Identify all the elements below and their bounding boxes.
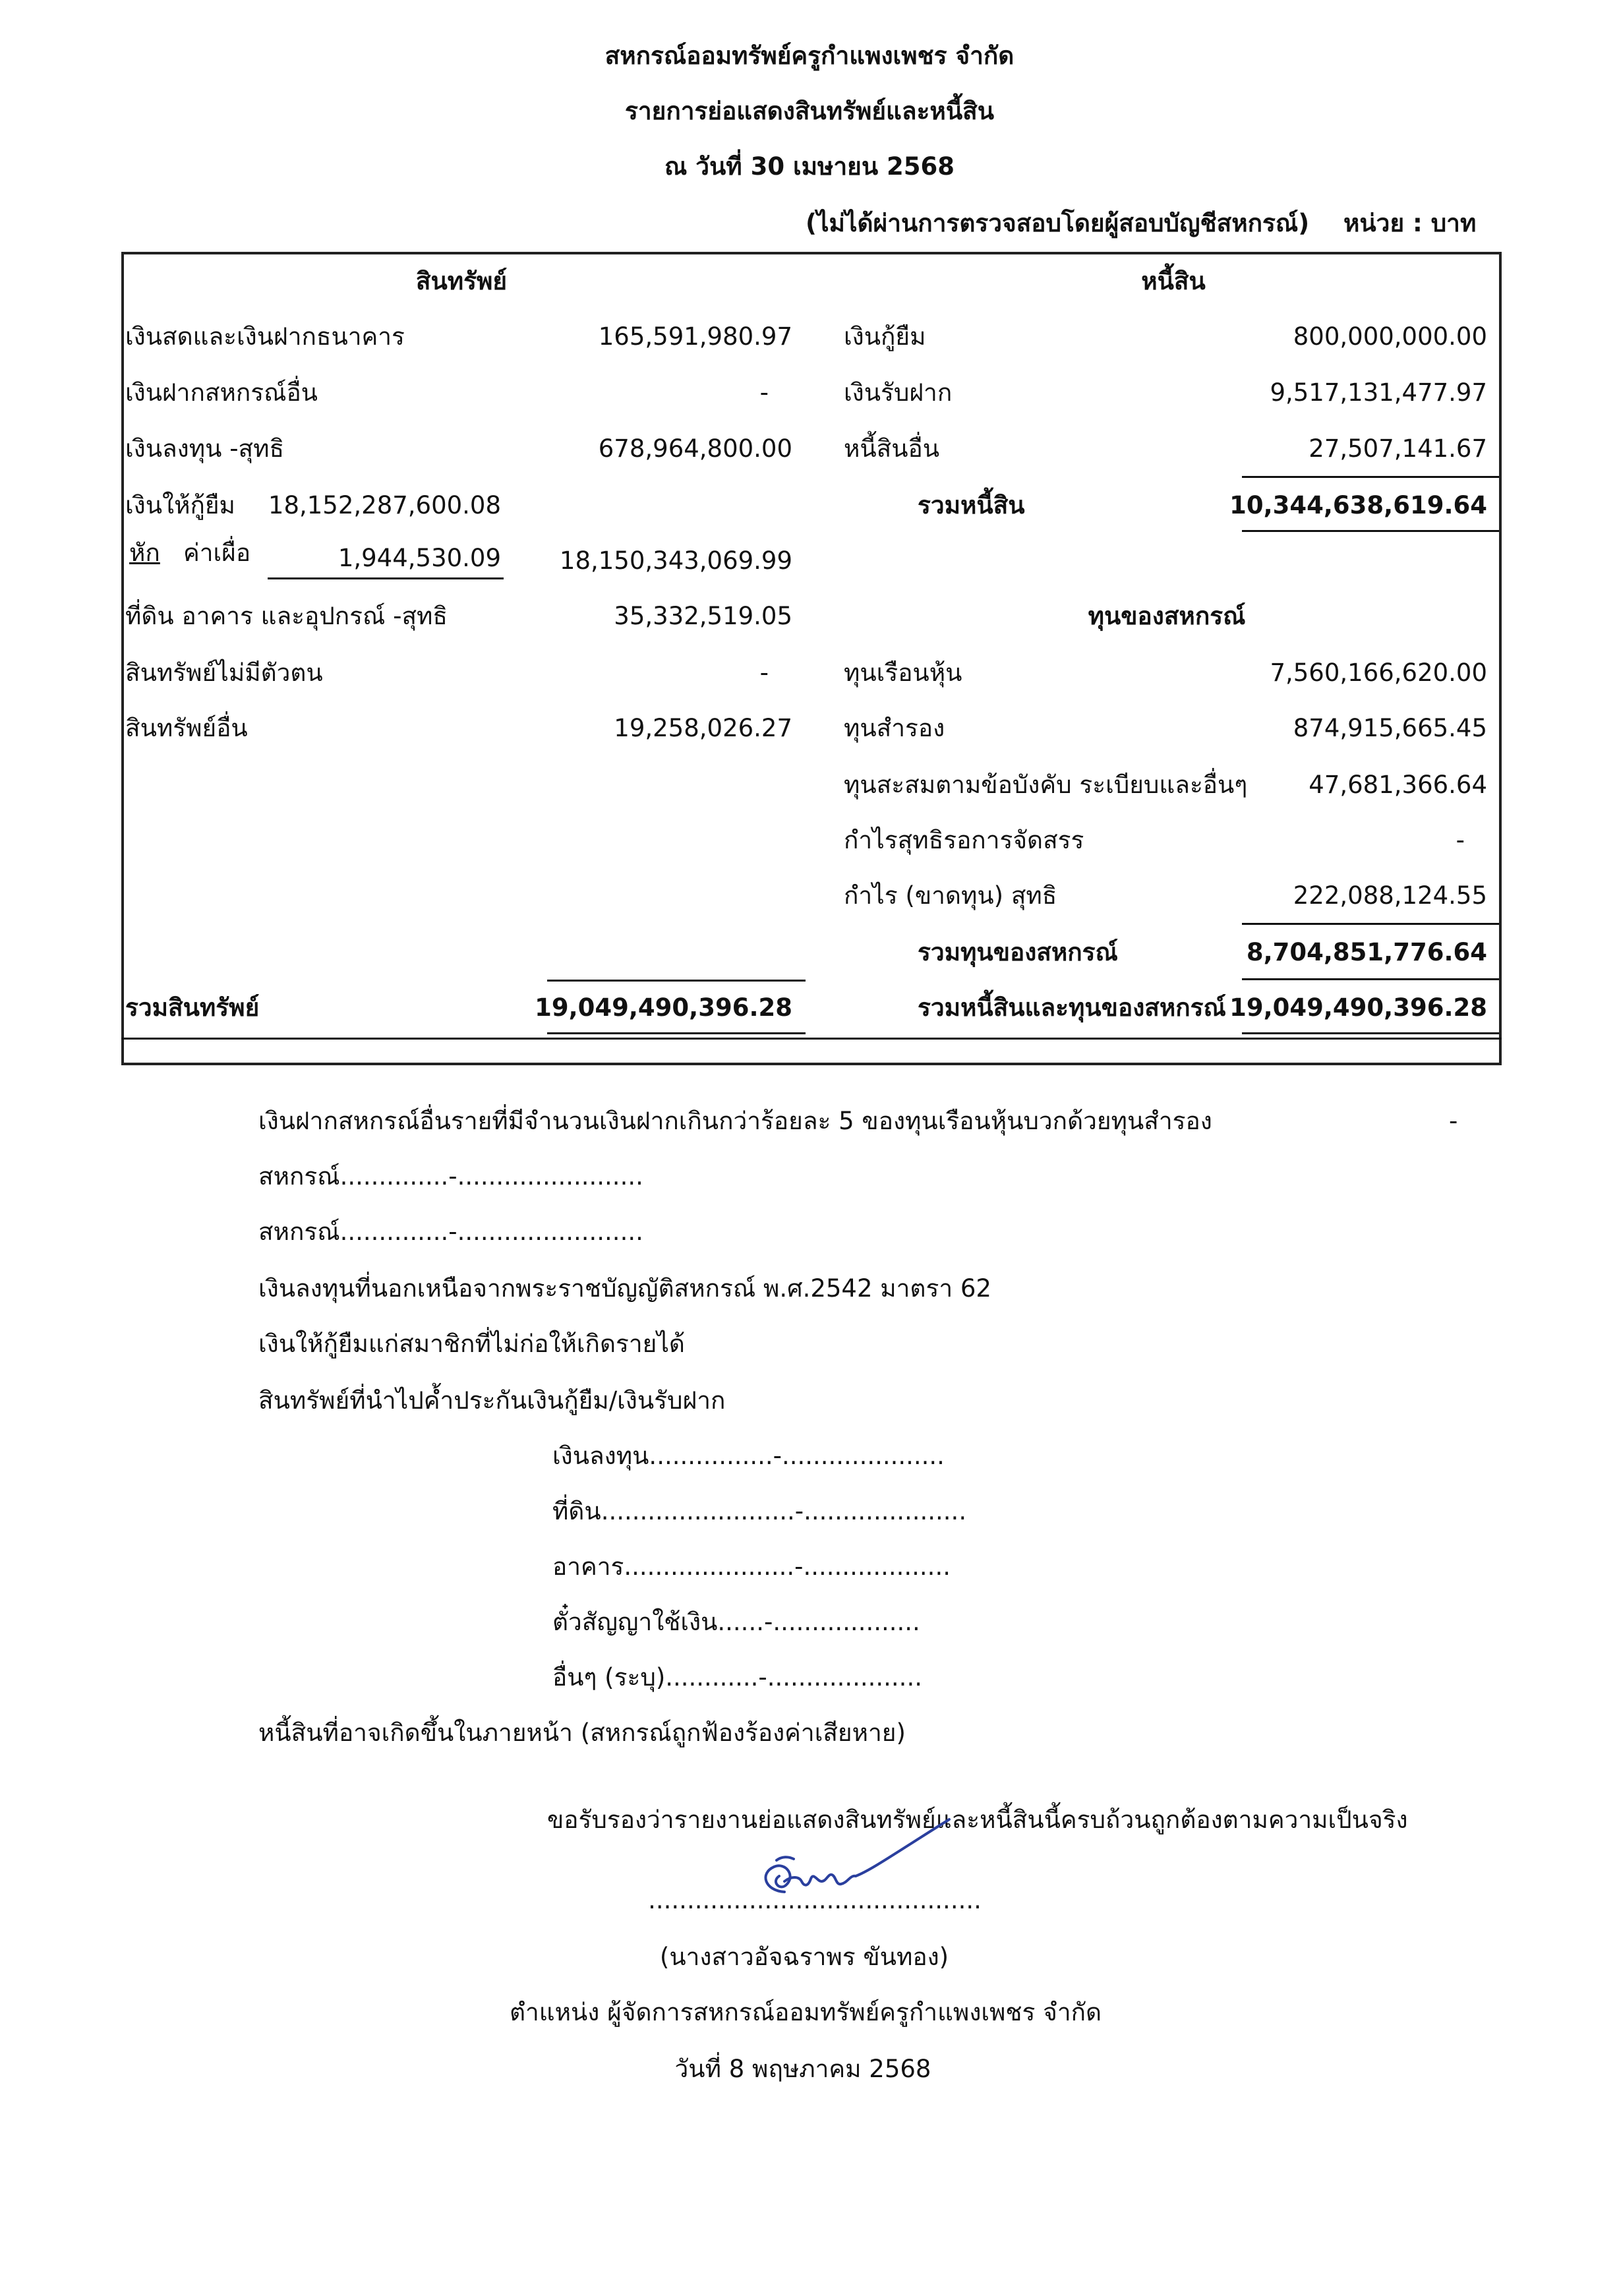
- grand-total-label: รวมหนี้สินและทุนของสหกรณ์: [918, 993, 1226, 1022]
- equity-total-label: รวมทุนของสหกรณ์: [918, 938, 1118, 966]
- assets-total-label: รวมสินทรัพย์: [125, 993, 260, 1022]
- equity-label-net-profit: กำไร (ขาดทุน) สุทธิ: [844, 881, 1057, 910]
- note-deposit-other: เงินฝากสหกรณ์อื่นรายที่มีจำนวนเงินฝากเกินกว่าร้อยละ 5 ของทุนเรือนหุ้นบวกด้วยทุนสำรอง: [258, 1107, 1212, 1135]
- pledged-item-investment: เงินลงทุน................-.....................: [552, 1442, 945, 1470]
- asset-value-other: 19,258,026.27: [614, 714, 792, 742]
- asset-label-ppe: ที่ดิน อาคาร และอุปกรณ์ -สุทธิ: [125, 602, 448, 630]
- asset-value-ppe: 35,332,519.05: [614, 602, 792, 630]
- signer-name: (นางสาวอัจฉราพร ขันทอง): [659, 1943, 949, 1971]
- liabilities-heading: หนี้สิน: [1141, 267, 1206, 295]
- equity-value-unallocated: -: [1456, 826, 1465, 854]
- equity-value-reserve: 874,915,665.45: [1293, 714, 1487, 742]
- certification-date: วันที่ 8 พฤษภาคม 2568: [674, 2055, 931, 2083]
- asset-label-intangible: สินทรัพย์ไม่มีตัวตน: [125, 659, 323, 687]
- assets-heading: สินทรัพย์: [415, 267, 508, 295]
- unit-label: หน่วย : บาท: [1343, 209, 1477, 237]
- allowance-label: ค่าเผื่อ: [183, 539, 251, 567]
- assets-total-double-rule: [547, 1032, 806, 1040]
- asset-value-investment: 678,964,800.00: [598, 434, 792, 463]
- pledged-item-building: อาคาร......................-...................: [552, 1552, 951, 1581]
- note-coop-line-2: สหกรณ์..............-........................: [258, 1218, 643, 1246]
- liab-value-deposits: 9,517,131,477.97: [1270, 378, 1487, 407]
- equity-label-unallocated: กำไรสุทธิรอการจัดสรร: [844, 826, 1084, 854]
- report-date: ณ วันที่ 30 เมษายน 2568: [664, 152, 955, 181]
- liab-label-deposits: เงินรับฝาก: [844, 378, 953, 407]
- pledged-item-promissory: ตั๋วสัญญาใช้เงิน......-...................: [552, 1608, 920, 1636]
- pledged-item-land: ที่ดิน.........................-.....................: [552, 1497, 967, 1525]
- equity-value-accumulated: 47,681,366.64: [1309, 771, 1487, 799]
- org-title: สหกรณ์ออมทรัพย์ครูกำแพงเพชร จำกัด: [604, 42, 1015, 70]
- note-deposit-other-value: -: [1449, 1107, 1458, 1135]
- asset-label-loan: เงินให้กู้ยืม: [125, 491, 235, 519]
- asset-label-other: สินทรัพย์อื่น: [125, 714, 248, 742]
- asset-label-cash: เงินสดและเงินฝากธนาคาร: [125, 322, 405, 351]
- equity-heading: ทุนของสหกรณ์: [1088, 602, 1246, 630]
- liab-label-other: หนี้สินอื่น: [844, 434, 940, 463]
- grand-total-double-rule: [1242, 1032, 1499, 1040]
- equity-total-rule: [1242, 923, 1499, 925]
- equity-total-value: 8,704,851,776.64: [1246, 938, 1487, 966]
- equity-value-net-profit: 222,088,124.55: [1293, 881, 1487, 910]
- asset-value-intangible: -: [759, 659, 769, 687]
- liab-label-borrowings: เงินกู้ยืม: [844, 322, 926, 351]
- equity-value-shares: 7,560,166,620.00: [1270, 659, 1487, 687]
- allowance-value: 1,944,530.09: [338, 544, 501, 572]
- signature-line: ...........................................: [648, 1886, 982, 1914]
- deduct-label: หัก: [129, 539, 160, 567]
- allowance-underline: [268, 577, 504, 579]
- equity-label-reserve: ทุนสำรอง: [844, 714, 945, 742]
- note-pledged-assets: สินทรัพย์ที่นำไปค้ำประกันเงินกู้ยืม/เงินรับฝาก: [258, 1386, 726, 1415]
- asset-value-coop-deposit: -: [759, 378, 769, 407]
- pledged-item-other: อื่นๆ (ระบุ)............-....................: [552, 1663, 922, 1692]
- liab-value-borrowings: 800,000,000.00: [1293, 322, 1487, 351]
- liab-total-label: รวมหนี้สิน: [918, 491, 1025, 519]
- asset-value-cash: 165,591,980.97: [598, 322, 792, 351]
- liab-total-value: 10,344,638,619.64: [1229, 491, 1487, 519]
- asset-value-loan-net: 18,150,343,069.99: [559, 546, 792, 575]
- assets-total-rule: [547, 980, 806, 982]
- equity-grand-rule-top: [1242, 978, 1499, 980]
- certification-statement: ขอรับรองว่ารายงานย่อแสดงสินทรัพย์และหนี้สินนี้ครบถ้วนถูกต้องตามความเป็นจริง: [547, 1806, 1408, 1834]
- liab-total-rule-top: [1242, 476, 1499, 478]
- signer-position: ตำแหน่ง ผู้จัดการสหกรณ์ออมทรัพย์ครูกำแพงเพชร จำกัด: [509, 1998, 1102, 2026]
- note-coop-line-1: สหกรณ์..............-........................: [258, 1162, 643, 1191]
- equity-label-shares: ทุนเรือนหุ้น: [844, 659, 962, 687]
- note-loan-no-income: เงินให้กู้ยืมแก่สมาชิกที่ไม่ก่อให้เกิดรายได้: [258, 1330, 685, 1358]
- note-contingent: หนี้สินที่อาจเกิดขึ้นในภายหน้า (สหกรณ์ถูกฟ้องร้องค่าเสียหาย): [258, 1719, 906, 1747]
- assets-total-value: 19,049,490,396.28: [535, 993, 792, 1022]
- report-title: รายการย่อแสดงสินทรัพย์และหนี้สิน: [625, 97, 994, 125]
- liab-total-rule-bottom: [1242, 530, 1499, 532]
- asset-label-investment: เงินลงทุน -สุทธิ: [125, 434, 285, 463]
- liab-value-other: 27,507,141.67: [1309, 434, 1487, 463]
- note-investment-outside: เงินลงทุนที่นอกเหนือจากพระราชบัญญัติสหกรณ์ พ.ศ.2542 มาตรา 62: [258, 1274, 991, 1303]
- grand-total-value: 19,049,490,396.28: [1229, 993, 1487, 1022]
- asset-value-loan-gross: 18,152,287,600.08: [268, 491, 501, 519]
- asset-label-coop-deposit: เงินฝากสหกรณ์อื่น: [125, 378, 318, 407]
- equity-label-accumulated: ทุนสะสมตามข้อบังคับ ระเบียบและอื่นๆ: [844, 771, 1248, 799]
- audit-note: (ไม่ได้ผ่านการตรวจสอบโดยผู้สอบบัญชีสหกรณ์): [806, 209, 1310, 237]
